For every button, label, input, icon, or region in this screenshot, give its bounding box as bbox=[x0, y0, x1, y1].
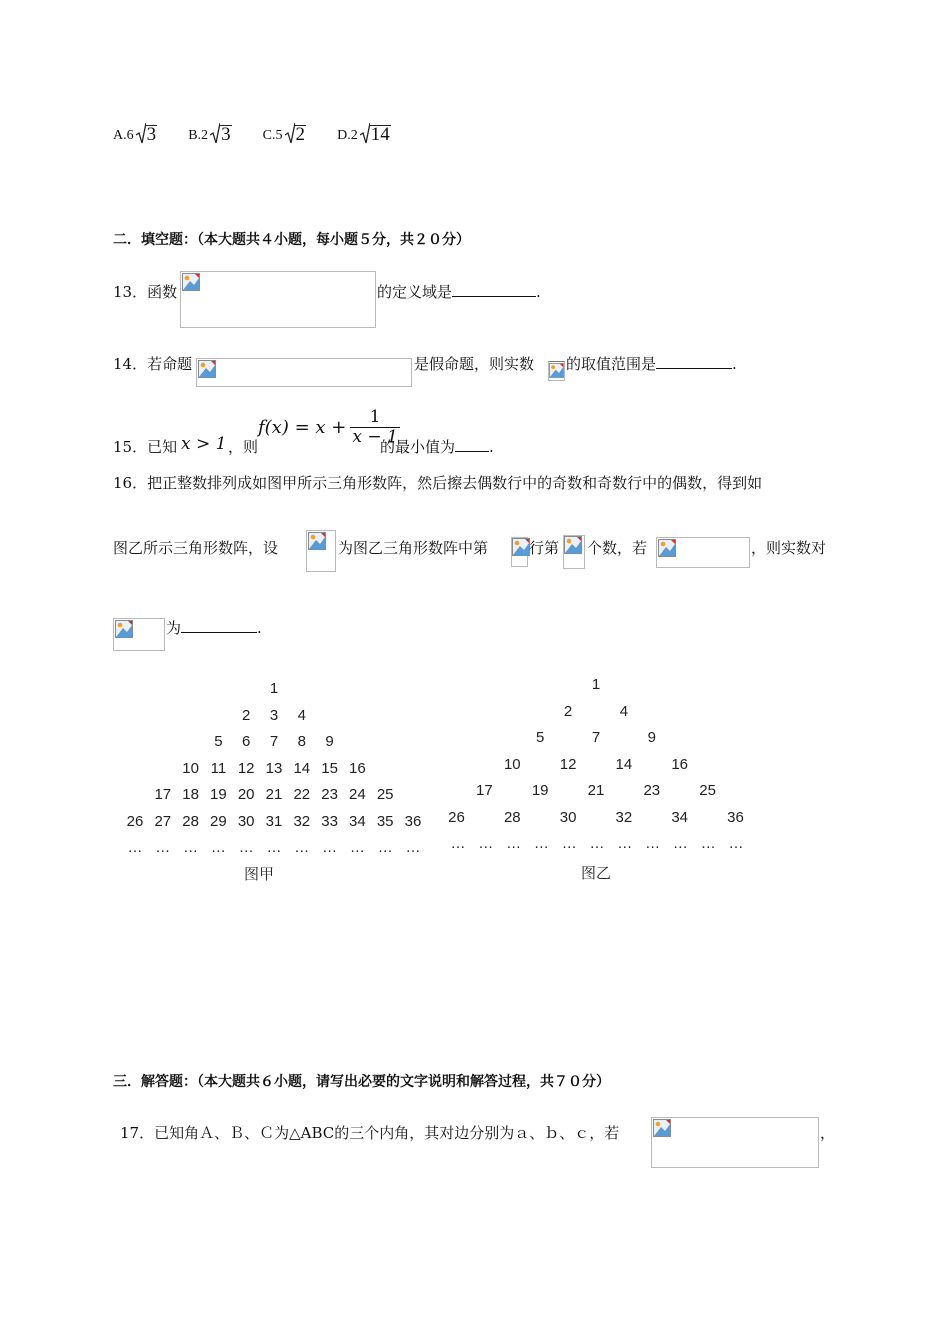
ellipsis-cell: … bbox=[210, 839, 226, 856]
number-cell: 7 bbox=[591, 729, 601, 746]
number-cell: 16 bbox=[349, 759, 366, 777]
number-cell: 26 bbox=[126, 812, 144, 830]
number-cell: 23 bbox=[643, 782, 661, 799]
number-cell: 2 bbox=[563, 702, 573, 720]
sqrt-sign bbox=[136, 122, 158, 144]
section-3-title: 三．解答题：（本大题共６小题，请写出必要的文字说明和解答过程，共７０分） bbox=[113, 1074, 610, 1090]
number-cell: 30 bbox=[559, 808, 577, 826]
number-cell: 26 bbox=[448, 808, 465, 826]
number-cell: 7 bbox=[269, 733, 279, 750]
q17-end: ， bbox=[820, 1124, 836, 1142]
q13-prefix: 13．函数 bbox=[113, 283, 178, 301]
q16-line3 bbox=[166, 618, 262, 638]
choice-a bbox=[113, 122, 157, 144]
ellipsis-cell: … bbox=[561, 835, 577, 852]
number-cell: 1 bbox=[269, 680, 279, 697]
broken-image-icon bbox=[549, 363, 564, 378]
number-cell: 36 bbox=[404, 812, 422, 830]
number-cell: 21 bbox=[587, 782, 605, 799]
choice-c-coefficient: C.5 bbox=[262, 128, 283, 143]
number-cell: 32 bbox=[293, 812, 311, 830]
q14-period: . bbox=[732, 355, 737, 373]
ellipsis-cell: … bbox=[238, 839, 254, 856]
q16-line1: 16．把正整数排列成如图甲所示三角形数阵，然后擦去偶数行中的奇数和奇数行中的偶数，得到如 bbox=[113, 474, 763, 492]
number-cell: 28 bbox=[182, 812, 199, 830]
number-cell: 19 bbox=[531, 782, 549, 799]
number-cell: 22 bbox=[293, 786, 311, 803]
number-cell: 19 bbox=[210, 786, 227, 803]
broken-image-icon bbox=[115, 620, 133, 638]
number-cell: 3 bbox=[269, 706, 279, 724]
choice-d-coefficient: D.2 bbox=[337, 128, 358, 143]
number-cell: 36 bbox=[727, 808, 744, 826]
number-cell: 13 bbox=[265, 759, 283, 777]
ellipsis-cell: … bbox=[183, 839, 199, 856]
q13-period: . bbox=[536, 283, 541, 301]
choice-a-coefficient: A.6 bbox=[113, 128, 134, 143]
ellipsis-cell: … bbox=[617, 835, 633, 852]
q16-line3-text: 为 bbox=[166, 619, 182, 637]
q13-suffix bbox=[377, 282, 541, 302]
ellipsis-cell: … bbox=[589, 835, 605, 852]
answer-blank[interactable] bbox=[656, 354, 732, 369]
broken-image-icon bbox=[198, 360, 216, 378]
number-cell: 18 bbox=[182, 786, 199, 803]
q14-suffix bbox=[566, 354, 737, 374]
ellipsis-cell: … bbox=[728, 835, 744, 852]
fraction-numerator: 1 bbox=[369, 407, 381, 427]
q15-period: . bbox=[489, 438, 494, 456]
ellipsis-cell: … bbox=[645, 835, 661, 852]
number-cell: 12 bbox=[559, 755, 577, 773]
choice-b-radicand: 3 bbox=[221, 124, 231, 145]
ellipsis-cell: … bbox=[533, 835, 549, 852]
q13-suffix-text: 的定义域是 bbox=[377, 283, 453, 301]
number-cell: 5 bbox=[536, 729, 545, 746]
number-cell: 4 bbox=[297, 706, 306, 724]
q15-condition: x > 1 bbox=[181, 434, 227, 454]
broken-image bbox=[651, 1117, 819, 1168]
broken-image-icon bbox=[564, 536, 582, 554]
ellipsis-cell: … bbox=[506, 835, 522, 852]
q16-line2-c: 行第 bbox=[529, 539, 560, 557]
number-cell: 4 bbox=[619, 702, 629, 720]
q16-line2-d: 个数，若 bbox=[587, 539, 648, 557]
number-cell: 29 bbox=[210, 812, 227, 830]
figure-yi-caption: 图乙 bbox=[581, 865, 612, 882]
broken-image bbox=[548, 361, 565, 381]
broken-image bbox=[180, 271, 376, 328]
number-cell: 15 bbox=[321, 759, 338, 777]
choice-c bbox=[263, 122, 306, 144]
choice-a-radicand: 3 bbox=[146, 124, 157, 145]
number-cell: 9 bbox=[647, 729, 656, 746]
ellipsis-cell: … bbox=[672, 835, 688, 852]
number-cell: 35 bbox=[376, 812, 394, 830]
q15-prefix: 15．已知 bbox=[113, 438, 178, 456]
section-2-title: 二．填空题：（本大题共４小题，每小题５分，共２０分） bbox=[113, 232, 470, 248]
number-cell: 33 bbox=[321, 812, 338, 830]
q14-suffix-text: 的取值范围是 bbox=[566, 355, 657, 373]
number-cell: 2 bbox=[242, 706, 251, 724]
ellipsis-cell: … bbox=[478, 835, 494, 852]
ellipsis-cell: … bbox=[322, 839, 338, 856]
ellipsis-cell: … bbox=[405, 839, 421, 856]
broken-image-icon bbox=[182, 273, 200, 291]
broken-image-icon bbox=[653, 1119, 671, 1137]
q16-line2-a: 图乙所示三角形数阵，设 bbox=[113, 539, 279, 557]
ellipsis-cell: … bbox=[700, 835, 716, 852]
broken-image bbox=[113, 618, 165, 651]
sqrt-sign bbox=[285, 122, 307, 144]
number-cell: 17 bbox=[154, 786, 172, 803]
ellipsis-cell: … bbox=[450, 835, 466, 852]
number-cell: 25 bbox=[376, 786, 394, 803]
ellipsis-cell: … bbox=[377, 839, 393, 856]
number-cell: 27 bbox=[154, 812, 172, 830]
q16-line2-b: 为图乙三角形数阵中第 bbox=[338, 539, 489, 557]
q16-period: . bbox=[257, 619, 262, 637]
broken-image bbox=[511, 537, 528, 567]
ellipsis-cell: … bbox=[127, 839, 143, 856]
number-cell: 16 bbox=[671, 755, 689, 773]
number-cell: 10 bbox=[503, 755, 521, 773]
number-cell: 17 bbox=[476, 782, 493, 799]
broken-image-icon bbox=[308, 532, 326, 550]
answer-choices bbox=[113, 122, 417, 144]
number-cell: 32 bbox=[615, 808, 633, 826]
q14-mid: 是假命题，则实数 bbox=[414, 355, 535, 373]
choice-b bbox=[188, 122, 231, 144]
number-cell: 9 bbox=[325, 733, 334, 750]
sqrt-sign bbox=[360, 122, 391, 144]
figure-jia-caption: 图甲 bbox=[244, 866, 275, 883]
ellipsis-cell: … bbox=[294, 839, 310, 856]
broken-image bbox=[306, 530, 336, 572]
choice-c-radicand: 2 bbox=[295, 124, 305, 145]
number-cell: 30 bbox=[237, 812, 255, 830]
q15-then: ，则 bbox=[228, 438, 259, 456]
number-cell: 10 bbox=[182, 759, 199, 777]
formula-lhs: f(x) = x + bbox=[258, 417, 347, 438]
number-cell: 23 bbox=[321, 786, 338, 803]
number-cell: 20 bbox=[237, 786, 255, 803]
number-cell: 8 bbox=[297, 733, 306, 750]
number-cell: 34 bbox=[671, 808, 689, 826]
broken-image-icon bbox=[658, 539, 676, 557]
ellipsis-cell: … bbox=[349, 839, 365, 856]
answer-blank[interactable] bbox=[452, 282, 536, 297]
number-cell: 14 bbox=[615, 755, 633, 773]
choice-b-coefficient: B.2 bbox=[188, 128, 209, 143]
number-cell: 1 bbox=[591, 676, 601, 693]
q15-suffix bbox=[380, 437, 494, 457]
fraction-denominator: x − 1 bbox=[352, 427, 398, 447]
number-cell: 12 bbox=[237, 759, 255, 777]
q16-line2-e: ，则实数对 bbox=[751, 539, 827, 557]
number-cell: 11 bbox=[210, 759, 227, 777]
number-cell: 31 bbox=[265, 812, 283, 830]
answer-blank[interactable] bbox=[455, 437, 489, 452]
answer-blank[interactable] bbox=[181, 618, 257, 633]
number-cell: 6 bbox=[242, 733, 251, 750]
broken-image bbox=[196, 358, 412, 387]
number-cell: 25 bbox=[699, 782, 716, 799]
number-cell: 5 bbox=[214, 733, 223, 750]
q17-prefix: 17．已知角Ａ、Ｂ、Ｃ为△ABC的三个内角，其对边分别为ａ、ｂ、ｃ，若 bbox=[120, 1124, 620, 1142]
ellipsis-cell: … bbox=[266, 839, 282, 856]
number-cell: 14 bbox=[293, 759, 311, 777]
number-cell: 24 bbox=[349, 786, 366, 803]
number-cell: 21 bbox=[265, 786, 283, 803]
choice-d-radicand: 14 bbox=[370, 124, 390, 145]
broken-image-icon bbox=[512, 538, 530, 556]
sqrt-sign bbox=[210, 122, 232, 144]
number-cell: 28 bbox=[503, 808, 521, 826]
broken-image bbox=[563, 535, 585, 569]
q15-suffix-text: 的最小值为 bbox=[380, 438, 456, 456]
choice-d bbox=[337, 122, 391, 144]
ellipsis-cell: … bbox=[155, 839, 171, 856]
number-cell: 34 bbox=[349, 812, 366, 830]
broken-image bbox=[656, 537, 750, 568]
q15-formula bbox=[258, 408, 400, 447]
q14-prefix: 14．若命题 bbox=[113, 355, 193, 373]
